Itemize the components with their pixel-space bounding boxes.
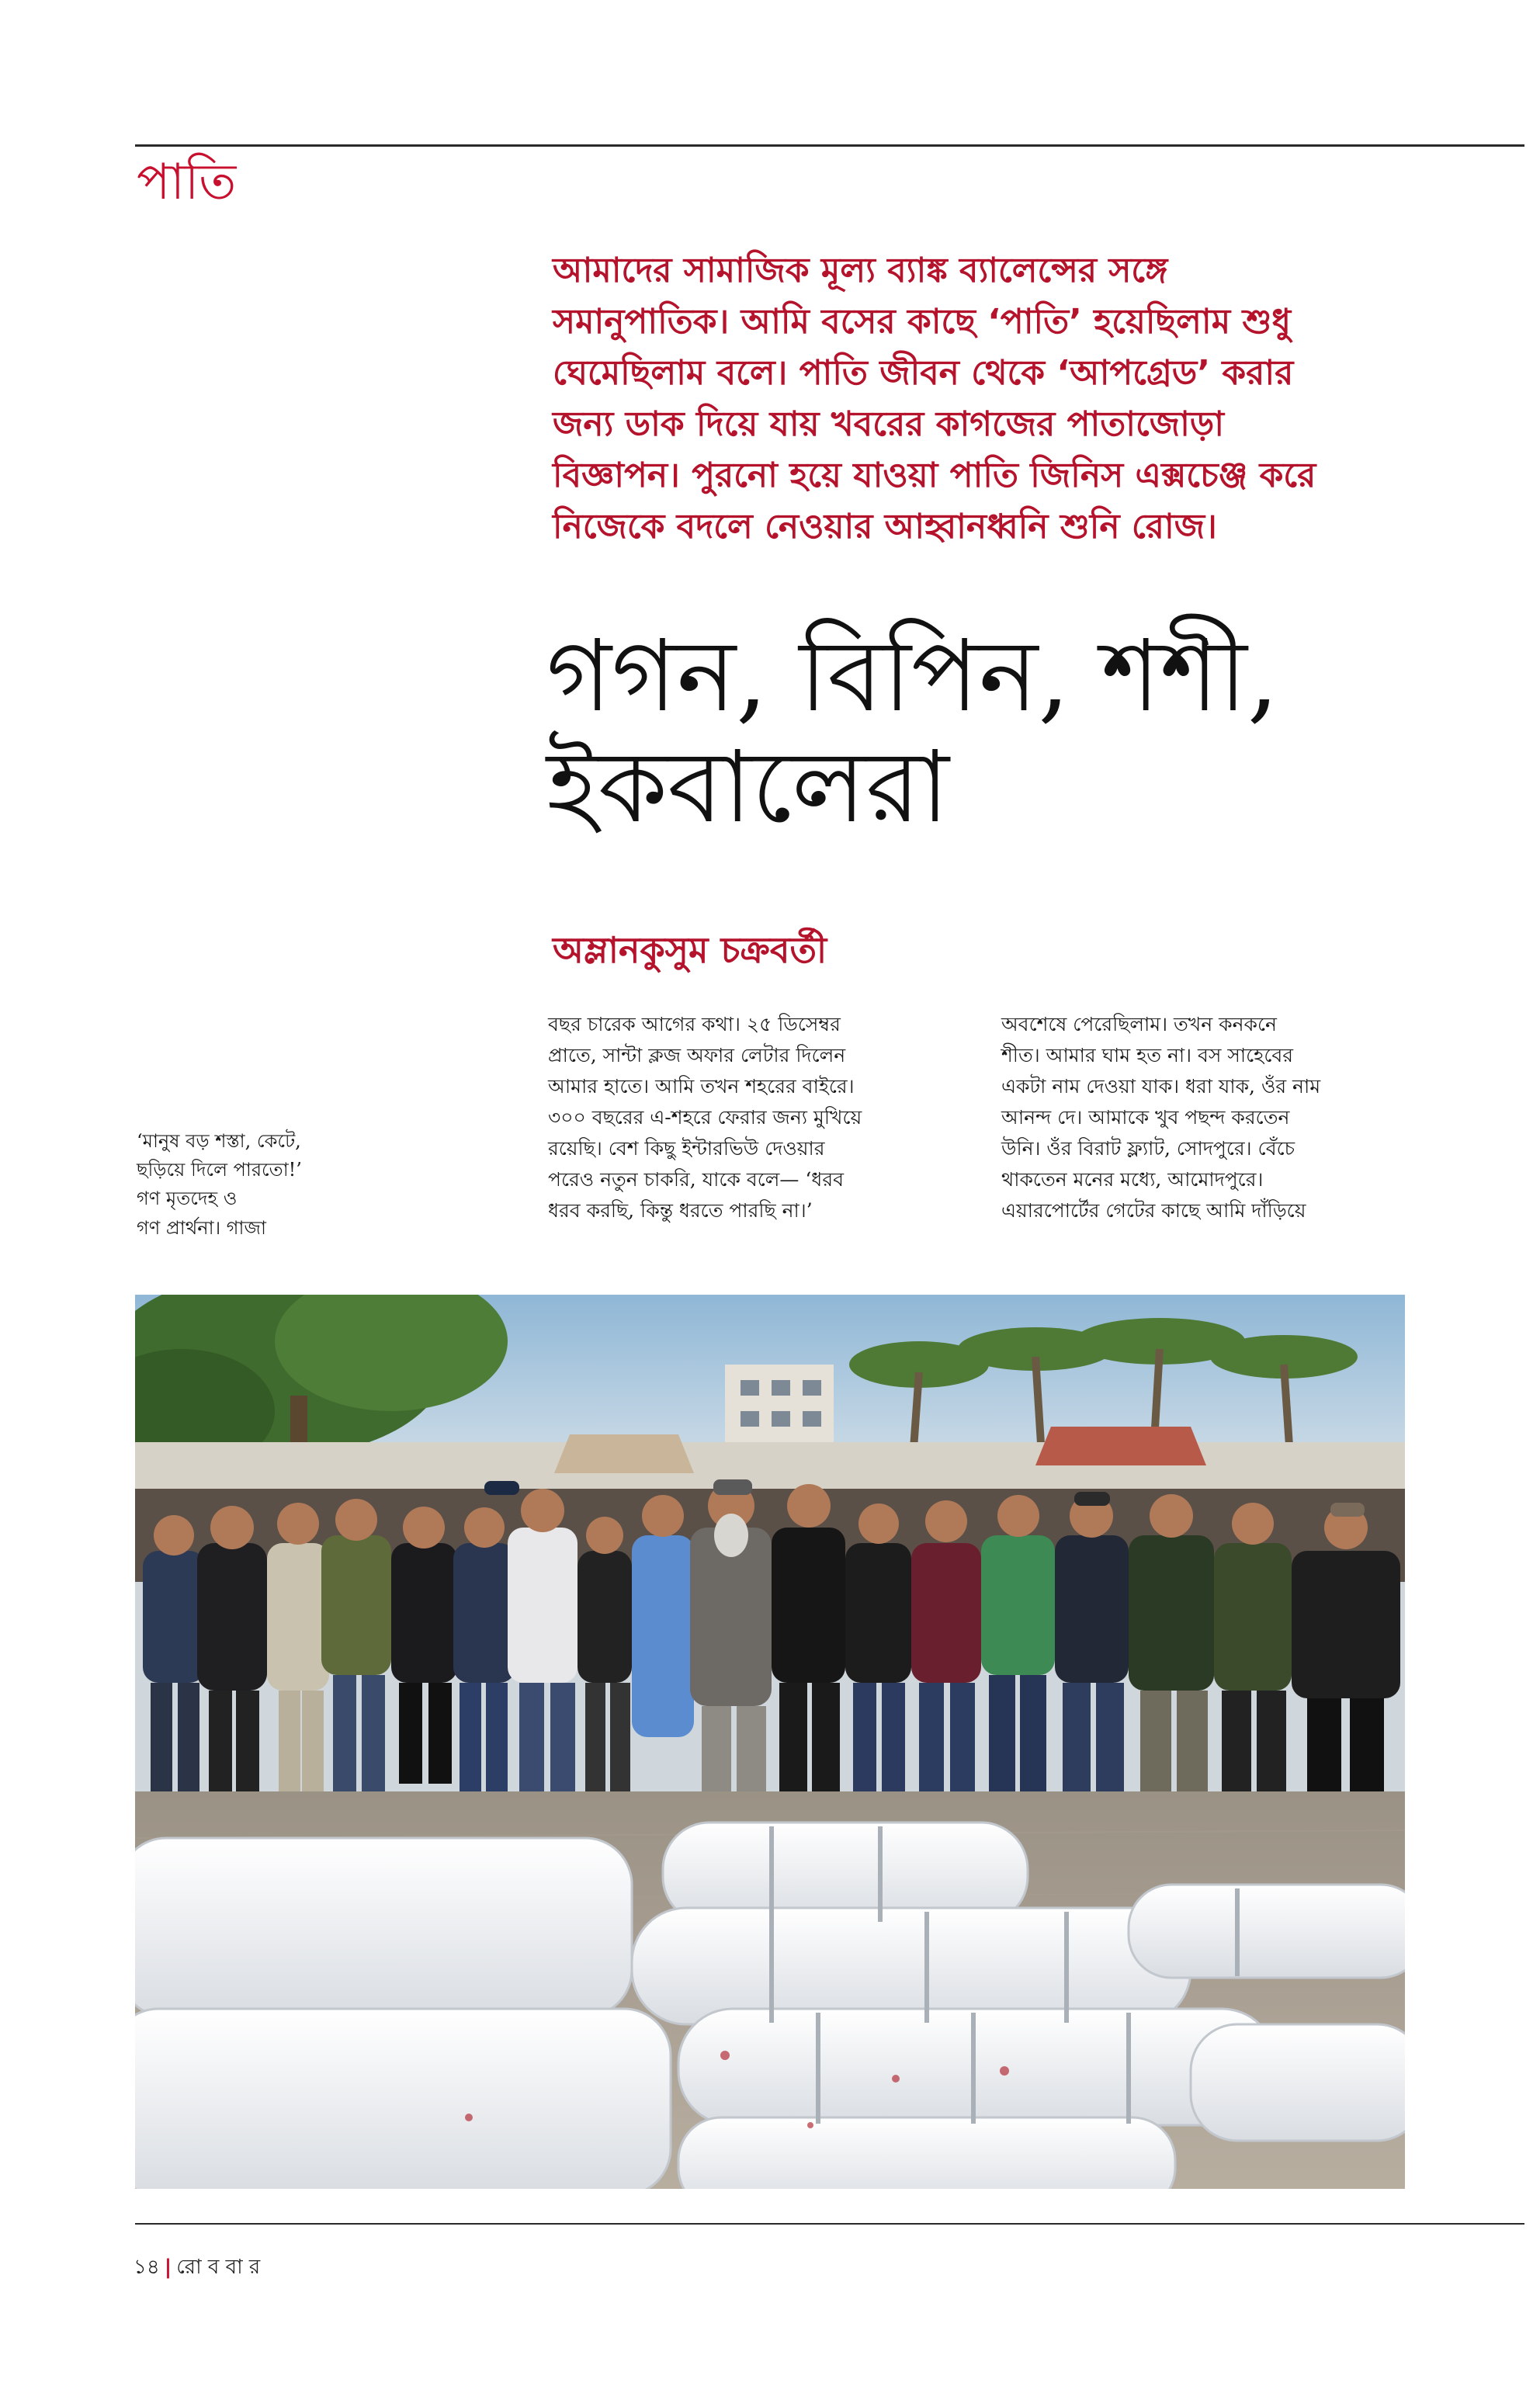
standfirst <box>553 245 1453 553</box>
top-rule <box>135 144 1524 147</box>
body-line: ধরব করছি, কিন্তু ধরতে পারছি না।’ <box>548 1199 813 1222</box>
body-line: আমার হাতে। আমি তখন শহরের বাইরে। <box>548 1075 855 1098</box>
caption-line: ‘মানুষ বড় শস্তা, কেটে, <box>137 1130 301 1152</box>
caption-line: গণ প্রার্থনা। গাজা <box>137 1216 266 1239</box>
standfirst-line: বিজ্ঞাপন। পুরনো হয়ে যাওয়া পাতি জিনিস এক্সচেঞ্জ করে <box>553 456 1316 495</box>
body-line: উনি। ওঁর বিরাট ফ্ল্যাট, সোদপুরে। বেঁচে <box>1001 1137 1295 1160</box>
headline-line-1: গগন, বিপিন, শশী, <box>546 619 1279 734</box>
photo-illustration <box>135 1295 1405 2189</box>
body-line: ৩০০ বছরের এ-শহরে ফেরার জন্য মুখিয়ে <box>548 1106 862 1129</box>
standfirst-line: সমানুপাতিক। আমি বসের কাছে ‘পাতি’ হয়েছিলাম শুধু <box>553 302 1291 342</box>
body-column-2 <box>1001 1009 1405 1226</box>
publication-name: রো ব বা র <box>176 2256 261 2279</box>
caption-line: গণ মৃতদেহ ও <box>137 1188 238 1210</box>
body-line: আনন্দ দে। আমাকে খুব পছন্দ করতেন <box>1001 1106 1290 1129</box>
bottom-rule <box>135 2223 1524 2225</box>
caption-line: ছড়িয়ে দিলে পারতো!’ <box>137 1159 302 1181</box>
body-column-1 <box>548 1009 952 1226</box>
photo-caption <box>137 1127 369 1243</box>
news-photo <box>135 1295 1405 2189</box>
body-line: প্রাতে, সান্টা ক্লজ অফার লেটার দিলেন <box>548 1044 846 1066</box>
body-line: পরেও নতুন চাকরি, যাকে বলে— ‘ধরব <box>548 1168 844 1191</box>
body-line: থাকতেন মনের মধ্যে, আমোদপুরে। <box>1001 1168 1264 1191</box>
standfirst-line: নিজেকে বদলে নেওয়ার আহ্বানধ্বনি শুনি রোজ। <box>553 507 1217 546</box>
body-line: এয়ারপোর্টের গেটের কাছে আমি দাঁড়িয়ে <box>1001 1199 1306 1222</box>
body-line: অবশেষে পেরেছিলাম। তখন কনকনে <box>1001 1013 1277 1035</box>
standfirst-line: জন্য ডাক দিয়ে যায় খবরের কাগজের পাতাজোড়া <box>553 404 1225 444</box>
body-line: একটা নাম দেওয়া যাক। ধরা যাক, ওঁর নাম <box>1001 1075 1321 1098</box>
byline: অম্লানকুসুম চক্রবর্তী <box>553 929 827 971</box>
section-label: পাতি <box>137 154 237 211</box>
headline <box>546 621 1509 844</box>
headline-line-2: ইকবালেরা <box>546 730 949 846</box>
folio <box>134 2251 260 2285</box>
body-line: বছর চারেক আগের কথা। ২৫ ডিসেম্বর <box>548 1013 841 1035</box>
body-line: শীত। আমার ঘাম হত না। বস সাহেবের <box>1001 1044 1294 1066</box>
folio-separator: | <box>164 2256 172 2279</box>
body-line: রয়েছি। বেশ কিছু ইন্টারভিউ দেওয়ার <box>548 1137 825 1160</box>
page-number: ১৪ <box>134 2256 160 2279</box>
standfirst-line: আমাদের সামাজিক মূল্য ব্যাঙ্ক ব্যালেন্সের সঙ্গে <box>553 251 1168 290</box>
standfirst-line: ঘেমেছিলাম বলে। পাতি জীবন থেকে ‘আপগ্রেড’ করার <box>553 353 1294 393</box>
